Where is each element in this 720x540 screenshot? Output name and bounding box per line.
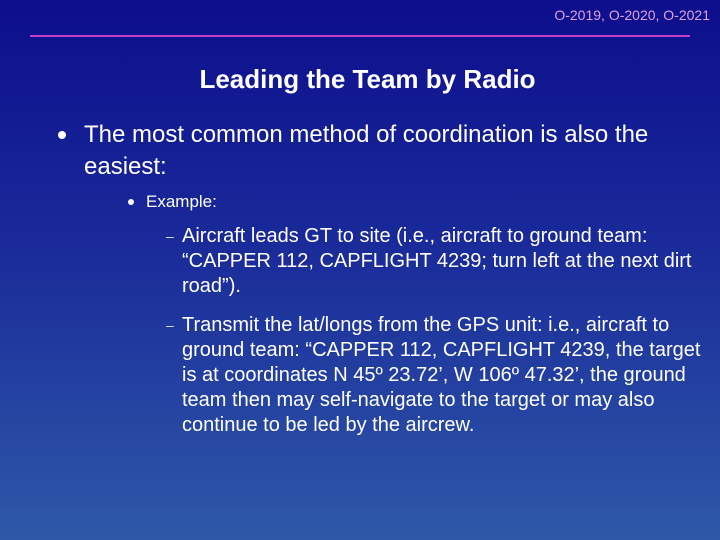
header-divider [30, 35, 690, 37]
list-item-text: Aircraft leads GT to site (i.e., aircraft to ground team: “CAPPER 112, CAPFLIGHT 4239; turn left at the next dirt road”). [182, 225, 692, 297]
list-item [166, 224, 712, 299]
slide-title: Leading the Team by Radio [199, 64, 536, 94]
main-bullet [56, 119, 684, 183]
dash-icon: – [166, 228, 174, 244]
dash-icon: – [166, 317, 174, 333]
list-item-text: Transmit the lat/longs from the GPS unit: i.e., aircraft to ground team: “CAPPER 112, CAPFLIGHT 4239, the target is at coordinates N 45º 23.72’, W 106º 47.32’, the ground team then may self-navigate to the target or may also continue to be led by the aircrew. [182, 314, 701, 436]
bullet-dot-icon [58, 131, 66, 139]
example-label: Example: [146, 192, 217, 211]
list-item [166, 313, 712, 438]
course-codes: O-2019, O-2020, O-2021 [554, 7, 710, 23]
example-bullet [126, 191, 217, 213]
main-bullet-text: The most common method of coordination is also the easiest: [84, 121, 649, 180]
bullet-dot-icon [128, 199, 134, 205]
